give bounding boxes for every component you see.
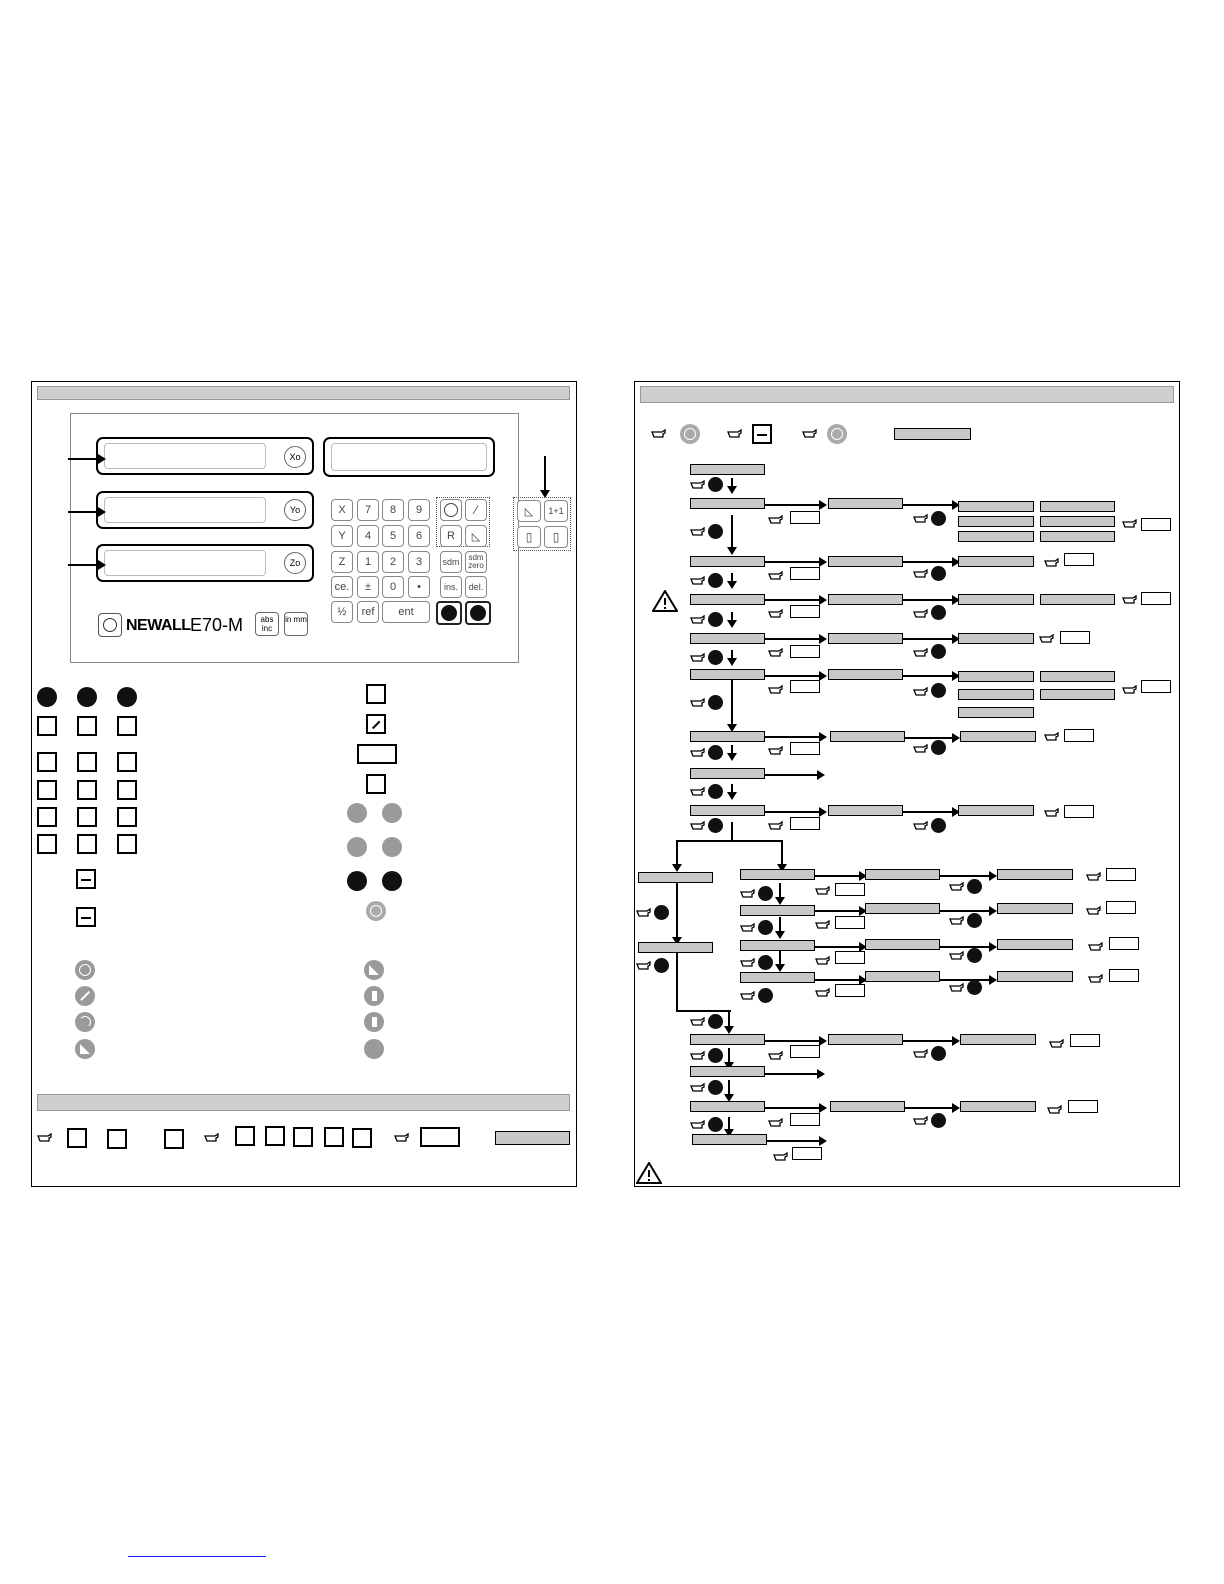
finger-press-icon [815,987,831,999]
menu-display-bar [997,903,1073,914]
menu-display-bar [740,972,815,983]
menu-display-bar [1040,689,1115,700]
flow-arrow [676,883,678,943]
menu-display-bar [865,971,940,982]
finger-press-icon [1047,1104,1063,1116]
key-1[interactable]: 1 [357,551,379,573]
menu-display-bar [865,869,940,880]
flow-arrow [767,1140,825,1142]
finger-press-icon [740,888,756,900]
arrow-right-icon [758,955,773,970]
menu-display-bar [958,633,1034,644]
arrow-right-icon [708,695,723,710]
menu-display-bar [958,501,1034,512]
flow-arrow [765,504,825,506]
arrow-right-icon [708,650,723,665]
menu-display-bar [958,671,1034,682]
finger-press-icon [1049,1038,1065,1050]
menu-display-bar [690,594,765,605]
finger-press-icon [1086,905,1102,917]
finger-press-icon [1044,807,1060,819]
finger-press-icon [740,957,756,969]
flow-arrow [731,612,733,626]
key-box [1060,631,1090,644]
finger-press-icon [949,982,965,994]
y-zero-button[interactable]: Yo [284,499,306,521]
key-box [790,742,820,755]
flow-arrow [765,599,825,601]
key-ent[interactable]: ent [382,601,430,623]
sdm-key[interactable]: sdm [440,551,462,573]
key-5[interactable]: 5 [382,525,404,547]
x-zero-button[interactable]: Xo [284,446,306,468]
arrow-left-icon [931,605,946,620]
flow-arrow [765,638,825,640]
key-4[interactable]: 4 [357,525,379,547]
menu-display-bar [997,971,1073,982]
key-box [790,645,820,658]
finger-press-icon [690,575,706,587]
menu-display-bar [740,940,815,951]
finger-press-icon [740,990,756,1002]
flow-arrow [731,573,733,587]
menu-display-bar [865,939,940,950]
menu-display-bar [997,939,1073,950]
finger-press-icon [690,786,706,798]
menu-display-bar [828,633,903,644]
flow-arrow [940,875,995,877]
arrow-right-icon [708,612,723,627]
menu-display-bar [958,556,1034,567]
flow-arrow [903,504,958,506]
finger-press-icon [768,570,784,582]
finger-press-icon [1122,518,1138,530]
menu-display-bar [690,768,765,779]
menu-display-bar [828,669,903,680]
menu-display-bar [958,516,1034,527]
arrow-right-icon [708,477,723,492]
menu-display-bar [1040,594,1115,605]
finger-press-icon [913,686,929,698]
flow-arrow [765,561,825,563]
menu-display-bar [997,869,1073,880]
plus-one-key[interactable]: 1+1 [544,500,568,522]
finger-press-icon [740,922,756,934]
key-ce[interactable]: ce. [331,576,353,598]
flow-arrow [731,680,733,730]
key-box [790,817,820,830]
key-box [790,1045,820,1058]
finger-press-icon [690,1016,706,1028]
menu-display-bar [690,1034,765,1045]
key-box [790,1113,820,1126]
key-box [792,1147,822,1160]
menu-display-bar [740,869,815,880]
finger-press-icon [913,513,929,525]
arrow-right-icon [708,1014,723,1029]
menu-display-bar [690,633,765,644]
finger-press-icon [913,743,929,755]
flow-arrow [731,515,733,553]
flow-arrow [765,811,825,813]
flow-arrow [779,917,781,937]
menu-display-bar [828,556,903,567]
menu-display-bar [828,1034,903,1045]
finger-press-icon [690,526,706,538]
finger-press-icon [768,684,784,696]
flow-arrow [765,774,823,776]
key-9[interactable]: 9 [408,499,430,521]
menu-display-bar [690,805,765,816]
arrow-right-icon [758,886,773,901]
key-half[interactable]: ½ [331,601,353,623]
ins-key[interactable]: ins. [440,576,462,598]
finger-press-icon [690,747,706,759]
flow-arrow [905,737,958,739]
flow-arrow [903,811,958,813]
arrow-right-icon [654,905,669,920]
menu-display-bar [960,731,1036,742]
brand-name: NEWALL [126,617,191,634]
flow-line [676,840,782,842]
key-2[interactable]: 2 [382,551,404,573]
tool-icon: ▯ [525,530,533,544]
menu-display-bar [958,594,1034,605]
arrow-right-icon [931,818,946,833]
arrow-right-icon [654,958,669,973]
arrow-right-icon [931,1046,946,1061]
key-8[interactable]: 8 [382,499,404,521]
flow-arrow [815,875,865,877]
menu-display-bar [1040,516,1115,527]
menu-display-bar [828,498,903,509]
arrow-right-icon [931,566,946,581]
finger-press-icon [1088,973,1104,985]
flow-arrow [728,1080,730,1100]
z-zero-button[interactable]: Zo [284,552,306,574]
finger-press-icon [1044,731,1060,743]
arrow-right-icon [708,1048,723,1063]
finger-press-icon [1088,941,1104,953]
flow-arrow [676,840,678,870]
del-key[interactable]: del. [465,576,487,598]
arrow-right-icon [967,980,982,995]
menu-display-bar [960,1034,1036,1045]
finger-press-icon [690,479,706,491]
key-plus-minus[interactable]: ± [357,576,379,598]
flow-line [676,1010,731,1012]
arrow-left-icon [931,644,946,659]
finger-press-icon [768,820,784,832]
flow-arrow [903,638,958,640]
key-box [790,680,820,693]
finger-press-icon [768,1117,784,1129]
arrow-right-icon [967,879,982,894]
flow-arrow [905,1107,958,1109]
finger-press-icon [768,1050,784,1062]
menu-display-bar [690,669,765,680]
menu-display-bar [1040,501,1115,512]
arrow-right-icon [758,920,773,935]
key-box [1141,518,1171,531]
finger-press-icon [773,1151,789,1163]
menu-display-bar [958,689,1034,700]
sdm-zero-key[interactable]: sdm zero [465,551,487,573]
finger-press-icon [1122,684,1138,696]
arrow-right-icon [708,784,723,799]
arrow-left-icon [931,683,946,698]
finger-press-icon [913,1115,929,1127]
flow-arrow [903,675,958,677]
menu-display-bar [690,1066,765,1077]
flow-arrow [731,784,733,798]
flow-arrow [903,1040,958,1042]
flow-arrow [940,946,995,948]
key-box [790,567,820,580]
taper-icon: ◺ [524,505,534,518]
finger-press-icon [690,1082,706,1094]
taper-icon: ◺ [471,530,481,543]
menu-display-bar [638,872,713,883]
key-decimal[interactable]: • [408,576,430,598]
finger-press-icon [815,955,831,967]
menu-display-bar [830,1101,905,1112]
flow-arrow [903,561,958,563]
flow-arrow [731,478,733,492]
line-hole-icon: ⁄ [474,503,477,517]
key-0[interactable]: 0 [382,576,404,598]
flow-arrow [781,840,783,870]
menu-display-bar [830,731,905,742]
menu-display-bar [828,594,903,605]
key-6[interactable]: 6 [408,525,430,547]
finger-press-icon [949,915,965,927]
menu-display-bar [1040,531,1115,542]
flow-arrow [940,910,995,912]
abs-inc-key[interactable]: abs inc [255,612,279,636]
finger-press-icon [1086,871,1102,883]
finger-press-icon [913,568,929,580]
key-z[interactable]: Z [331,551,353,573]
flow-arrow [779,883,781,903]
key-x[interactable]: X [331,499,353,521]
key-box [1064,805,1094,818]
flow-arrow [728,1117,730,1135]
arrow-right-icon [708,1117,723,1132]
flow-arrow [765,675,825,677]
finger-press-icon [913,608,929,620]
arrow-right-icon [708,818,723,833]
key-box [790,511,820,524]
menu-display-bar [958,531,1034,542]
finger-press-icon [913,820,929,832]
finger-press-icon [815,919,831,931]
menu-display-bar [828,805,903,816]
finger-press-icon [913,647,929,659]
finger-press-icon [690,697,706,709]
finger-press-icon [815,885,831,897]
footer-link-underline [128,1556,266,1557]
model-name: E70-M [190,615,244,635]
key-ref[interactable]: ref [357,601,379,623]
key-box [835,916,865,929]
finger-press-icon [690,614,706,626]
finger-press-icon [768,647,784,659]
flow-arrow [765,1073,823,1075]
menu-display-bar [690,1101,765,1112]
flow-arrow [815,910,865,912]
menu-display-bar [690,498,765,509]
key-box [1070,1034,1100,1047]
arrow-right-icon [967,913,982,928]
finger-press-icon [690,1050,706,1062]
key-box [835,951,865,964]
flow-arrow [731,745,733,759]
arrow-right-icon [708,745,723,760]
finger-press-icon [768,514,784,526]
flow-arrow [765,736,825,738]
flow-arrow [940,979,995,981]
tool-icon: ▯ [552,530,560,544]
key-3[interactable]: 3 [408,551,430,573]
arrow-right-icon [931,511,946,526]
menu-display-bar [865,903,940,914]
key-box [835,883,865,896]
flow-arrow [728,1010,730,1032]
key-box [790,605,820,618]
arrow-right-icon [708,573,723,588]
finger-press-icon [949,950,965,962]
finger-press-icon [949,881,965,893]
finger-press-icon [768,608,784,620]
menu-display-bar [958,805,1034,816]
key-box [1064,729,1094,742]
finger-press-icon [768,745,784,757]
key-box [1109,937,1139,950]
arrow-right-icon [931,1113,946,1128]
key-box [1106,868,1136,881]
key-box [1141,680,1171,693]
flow-arrow [728,1048,730,1068]
finger-press-icon [690,1119,706,1131]
finger-press-icon [690,652,706,664]
key-y[interactable]: Y [331,525,353,547]
key-box [835,984,865,997]
menu-display-bar [690,464,765,475]
flow-arrow [815,946,865,948]
finger-press-icon [1122,594,1138,606]
finger-press-icon [690,820,706,832]
in-mm-key[interactable]: in mm [284,612,308,636]
menu-display-bar [690,731,765,742]
finger-press-icon [1039,633,1055,645]
key-box [1109,969,1139,982]
finger-press-icon [913,1048,929,1060]
arrow-left-icon [931,740,946,755]
flow-line [731,822,733,840]
flow-arrow [731,650,733,664]
menu-display-bar [690,556,765,567]
arrow-right-icon [758,988,773,1003]
flow-arrow [779,950,781,970]
menu-display-bar [638,942,713,953]
key-box [1064,553,1094,566]
finger-press-icon [1044,557,1060,569]
key-box [1141,592,1171,605]
arrow-right-icon [708,1080,723,1095]
flow-arrow [765,1107,825,1109]
menu-display-bar [1040,671,1115,682]
flow-arrow [765,1040,825,1042]
flow-arrow [815,979,865,981]
flow-line [676,953,678,1010]
menu-display-bar [958,707,1034,718]
arc-icon: R [447,530,455,542]
arrow-right-icon [708,524,723,539]
flow-arrow [903,599,958,601]
finger-press-icon [636,960,652,972]
arrow-right-icon [967,948,982,963]
menu-display-bar [960,1101,1036,1112]
menu-display-bar [740,905,815,916]
menu-display-bar [692,1134,767,1145]
key-box [1106,901,1136,914]
finger-press-icon [636,907,652,919]
key-box [1068,1100,1098,1113]
key-7[interactable]: 7 [357,499,379,521]
